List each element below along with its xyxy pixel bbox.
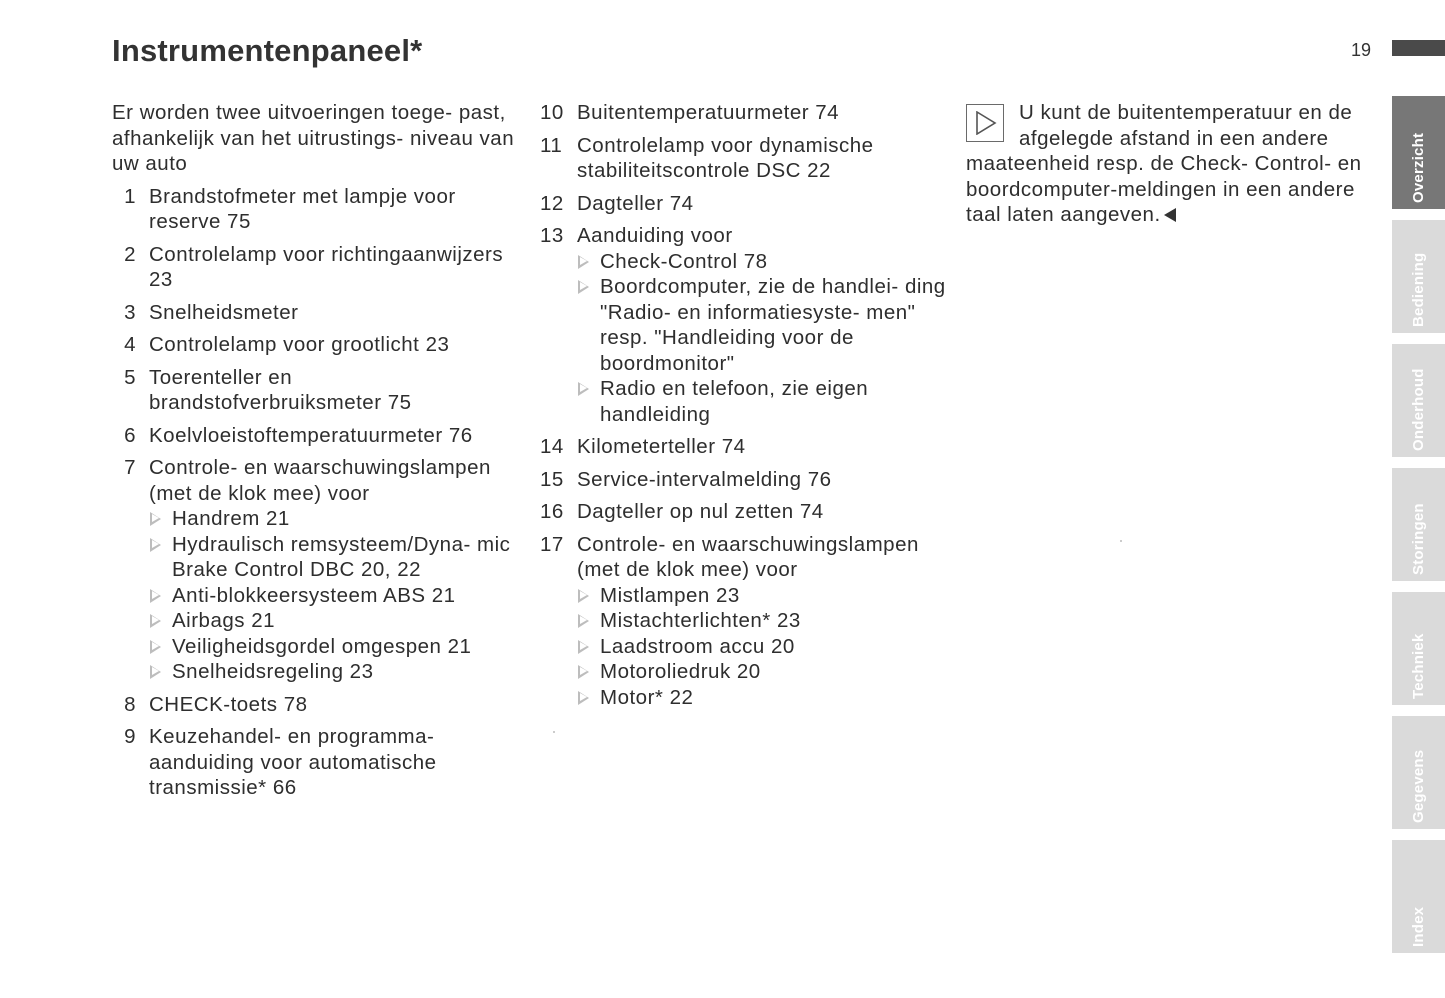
item-text: Keuzehandel- en programma- aanduiding voor automatische transmissie* 66 <box>149 725 437 799</box>
sub-list-item <box>149 532 522 583</box>
sub-item-text: Hydraulisch remsysteem/Dyna- mic Brake Control DBC 20, 22 <box>172 532 511 581</box>
bullet-triangle-icon <box>150 538 161 552</box>
item-text: Kilometerteller 74 <box>577 435 746 458</box>
item-number: 6 <box>124 423 136 447</box>
list-item <box>112 365 522 416</box>
sub-list-item <box>149 634 522 660</box>
bullet-triangle-icon <box>150 665 161 679</box>
item-number: 10 <box>540 101 564 124</box>
side-tab-gegevens[interactable] <box>1392 716 1445 829</box>
scan-speck <box>553 731 555 733</box>
list-item <box>112 184 522 235</box>
item-number: 13 <box>540 224 564 247</box>
sub-item-text: Handrem 21 <box>172 507 290 530</box>
sub-list <box>149 506 522 685</box>
item-number: 15 <box>540 467 564 491</box>
note-arrow-icon-glyph <box>975 111 997 135</box>
side-tab-bediening[interactable] <box>1392 220 1445 333</box>
sub-item-text: Motor* 22 <box>600 685 694 709</box>
column-right <box>966 100 1366 228</box>
sub-list-item <box>577 608 950 634</box>
item-text: Dagteller 74 <box>577 191 694 215</box>
sub-list-item <box>577 274 950 376</box>
bullet-triangle-icon <box>578 382 589 396</box>
list-item <box>540 133 950 184</box>
list-item <box>112 300 522 326</box>
sub-list-item <box>149 583 522 609</box>
item-number: 5 <box>124 365 136 389</box>
item-text: Aanduiding voor <box>577 224 733 247</box>
side-tab-index[interactable] <box>1392 840 1445 953</box>
item-number: 12 <box>540 191 564 215</box>
side-tab-label: Storingen <box>1409 503 1427 575</box>
side-tab-onderhoud[interactable] <box>1392 344 1445 457</box>
sub-list-item <box>577 376 950 427</box>
bullet-triangle-icon <box>578 614 589 628</box>
bullet-triangle-icon <box>150 512 161 526</box>
list-item <box>540 191 950 217</box>
side-tab-label: Gegevens <box>1409 749 1427 823</box>
item-text: CHECK-toets 78 <box>149 692 308 716</box>
sub-item-text: Veiligheidsgordel omgespen 21 <box>172 634 472 658</box>
bullet-triangle-icon <box>578 255 589 269</box>
bullet-triangle-icon <box>150 640 161 654</box>
sub-list-item <box>577 685 950 711</box>
item-text: Service-intervalmelding 76 <box>577 467 832 491</box>
bullet-triangle-icon <box>578 691 589 705</box>
item-number: 3 <box>124 300 136 324</box>
side-tab-label: Bediening <box>1409 252 1427 327</box>
item-text: Buitentemperatuurmeter 74 <box>577 101 840 124</box>
sub-list-item <box>577 583 950 609</box>
item-text: Controle- en waarschuwingslampen (met de klok mee) voor <box>577 532 919 581</box>
item-number: 2 <box>124 242 136 266</box>
sub-list <box>577 583 950 711</box>
sub-list <box>577 249 950 428</box>
side-tab-storingen[interactable] <box>1392 468 1445 581</box>
column-middle <box>540 100 950 717</box>
scan-speck <box>1120 540 1122 542</box>
item-number: 4 <box>124 333 136 356</box>
sub-item-text: Airbags 21 <box>172 609 276 632</box>
item-number: 9 <box>124 725 136 748</box>
list-item <box>540 100 950 126</box>
bullet-triangle-icon <box>150 589 161 603</box>
intro-text: Er worden twee uitvoeringen toege- past, afhankelijk van het uitrustings- niveau van uw auto <box>112 101 515 175</box>
list-item <box>540 434 950 460</box>
list-item <box>540 499 950 525</box>
sub-list-item <box>149 506 522 532</box>
note-text: U kunt de buitentemperatuur en de afgelegde afstand in een andere maateenheid resp. de Check- Control- en boordcomputer-meldingen in een andere taal laten aangeven. <box>966 101 1362 226</box>
side-tab-techniek[interactable] <box>1392 592 1445 705</box>
sub-item-text: Laadstroom accu 20 <box>600 634 795 658</box>
list-item <box>540 532 950 711</box>
item-text: Brandstofmeter met lampje voor reserve 75 <box>149 184 456 233</box>
sub-list-item <box>149 608 522 634</box>
sub-item-text: Radio en telefoon, zie eigen handleiding <box>600 377 869 426</box>
page-number-bar <box>1392 40 1445 56</box>
list-item <box>112 242 522 293</box>
bullet-triangle-icon <box>578 640 589 654</box>
list-item <box>112 455 522 685</box>
item-text: Toerenteller en brandstofverbruiksmeter 75 <box>149 365 412 414</box>
item-number: 17 <box>540 532 564 556</box>
sub-list-item <box>149 659 522 685</box>
item-text: Controlelamp voor richtingaanwijzers 23 <box>149 242 504 291</box>
side-tab-label: Onderhoud <box>1409 368 1427 451</box>
bullet-triangle-icon <box>578 665 589 679</box>
sub-item-text: Check-Control 78 <box>600 249 768 273</box>
sub-item-text: Motoroliedruk 20 <box>600 660 761 683</box>
item-text: Dagteller op nul zetten 74 <box>577 500 824 523</box>
note-arrow-icon <box>966 104 1004 142</box>
bullet-triangle-icon <box>578 280 589 294</box>
side-tab-label: Index <box>1409 906 1427 947</box>
end-of-note-icon <box>1164 208 1176 222</box>
sub-list-item <box>577 249 950 275</box>
item-number: 11 <box>540 133 563 157</box>
list-item <box>112 724 522 801</box>
page-title: Instrumentenpaneel* <box>112 33 423 68</box>
sub-list-item <box>577 634 950 660</box>
side-tab-label: Overzicht <box>1409 132 1427 203</box>
item-number: 16 <box>540 500 564 523</box>
sub-list-item <box>577 659 950 685</box>
item-text: Snelheidsmeter <box>149 300 299 324</box>
list-item <box>540 223 950 427</box>
item-text: Controlelamp voor grootlicht 23 <box>149 333 450 356</box>
item-number: 7 <box>124 456 136 479</box>
list-item <box>112 423 522 449</box>
page-number: 19 <box>1351 40 1372 60</box>
bullet-triangle-icon <box>578 589 589 603</box>
bullet-triangle-icon <box>150 614 161 628</box>
side-tab-overzicht[interactable] <box>1392 96 1445 209</box>
item-number: 1 <box>124 184 136 208</box>
list-item <box>540 467 950 493</box>
item-text: Controlelamp voor dynamische stabiliteitscontrole DSC 22 <box>577 133 874 182</box>
item-number: 14 <box>540 435 564 458</box>
side-tab-label: Techniek <box>1409 633 1427 699</box>
list-item <box>112 692 522 718</box>
sub-item-text: Boordcomputer, zie de handlei- ding "Radio- en informatiesyste- men" resp. "Handleiding voor de boordmonitor" <box>600 275 946 375</box>
sub-item-text: Anti-blokkeersysteem ABS 21 <box>172 583 456 607</box>
item-text: Controle- en waarschuwingslampen (met de klok mee) voor <box>149 456 491 505</box>
sub-item-text: Mistlampen 23 <box>600 583 740 607</box>
sub-item-text: Snelheidsregeling 23 <box>172 660 374 683</box>
sub-item-text: Mistachterlichten* 23 <box>600 609 801 632</box>
item-number: 8 <box>124 692 136 716</box>
column-left <box>112 100 522 808</box>
list-item <box>112 332 522 358</box>
item-text: Koelvloeistoftemperatuurmeter 76 <box>149 423 473 447</box>
